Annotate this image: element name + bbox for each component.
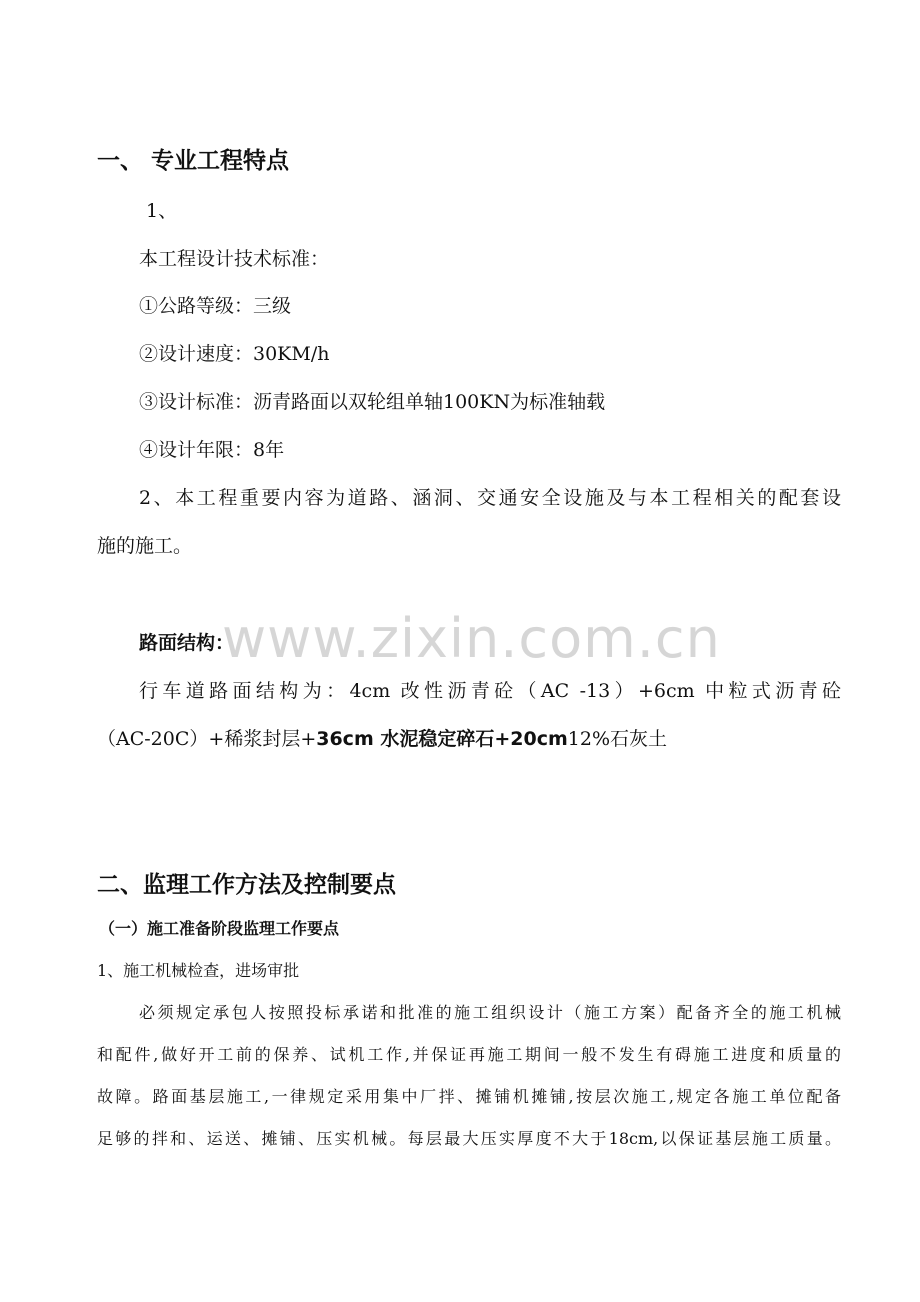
standard-design-speed: ②设计速度：30KM/h bbox=[139, 343, 330, 365]
standards-intro: 本工程设计技术标准： bbox=[139, 248, 330, 270]
standard-design-life: ④设计年限：8年 bbox=[139, 439, 285, 461]
paragraph-line-2: 和配件,做好开工前的保养、试机工作,并保证再施工期间一般不发生有碍施工进度和质量的 bbox=[97, 1045, 841, 1064]
section2-subtitle: （一）施工准备阶段监理工作要点 bbox=[99, 919, 340, 938]
content-line-1: 2、本工程重要内容为道路、涵洞、交通安全设施及与本工程相关的配套设 bbox=[139, 487, 841, 509]
section1-title: 一、 专业工程特点 bbox=[97, 148, 290, 174]
section2-title: 二、监理工作方法及控制要点 bbox=[97, 872, 396, 898]
standard-road-grade: ①公路等级：三级 bbox=[139, 295, 292, 317]
pavement-line-2 bbox=[97, 730, 667, 749]
item1-title: 1、施工机械检查，进场审批 bbox=[97, 961, 300, 980]
watermark: www.zixin.com.cn bbox=[222, 607, 721, 670]
content-line-2: 施的施工。 bbox=[97, 535, 193, 557]
pavement-line-2-part-c: 12%石灰土 bbox=[567, 728, 668, 750]
paragraph-line-1: 必须规定承包人按照投标承诺和批准的施工组织设计（施工方案）配备齐全的施工机械 bbox=[139, 1003, 841, 1022]
pavement-line-2-bold: 36cm 水泥稳定碎石+20cm bbox=[316, 728, 568, 750]
item-number: 1、 bbox=[146, 200, 178, 222]
standard-design-load: ③设计标准：沥青路面以双轮组单轴100KN为标准轴载 bbox=[139, 391, 606, 413]
pavement-label: 路面结构： bbox=[139, 632, 235, 654]
paragraph-line-3: 故障。路面基层施工,一律规定采用集中厂拌、摊铺机摊铺,按层次施工,规定各施工单位配备 bbox=[97, 1087, 841, 1106]
pavement-line-1: 行车道路面结构为：4cm 改性沥青砼（AC -13）+6cm 中粒式沥青砼 bbox=[139, 680, 841, 702]
paragraph-line-4: 足够的拌和、运送、摊铺、压实机械。每层最大压实厚度不大于18cm,以保证基层施工质量。 bbox=[97, 1129, 841, 1148]
pavement-line-2-part-a: （AC-20C）+稀浆封层+ bbox=[97, 728, 317, 750]
